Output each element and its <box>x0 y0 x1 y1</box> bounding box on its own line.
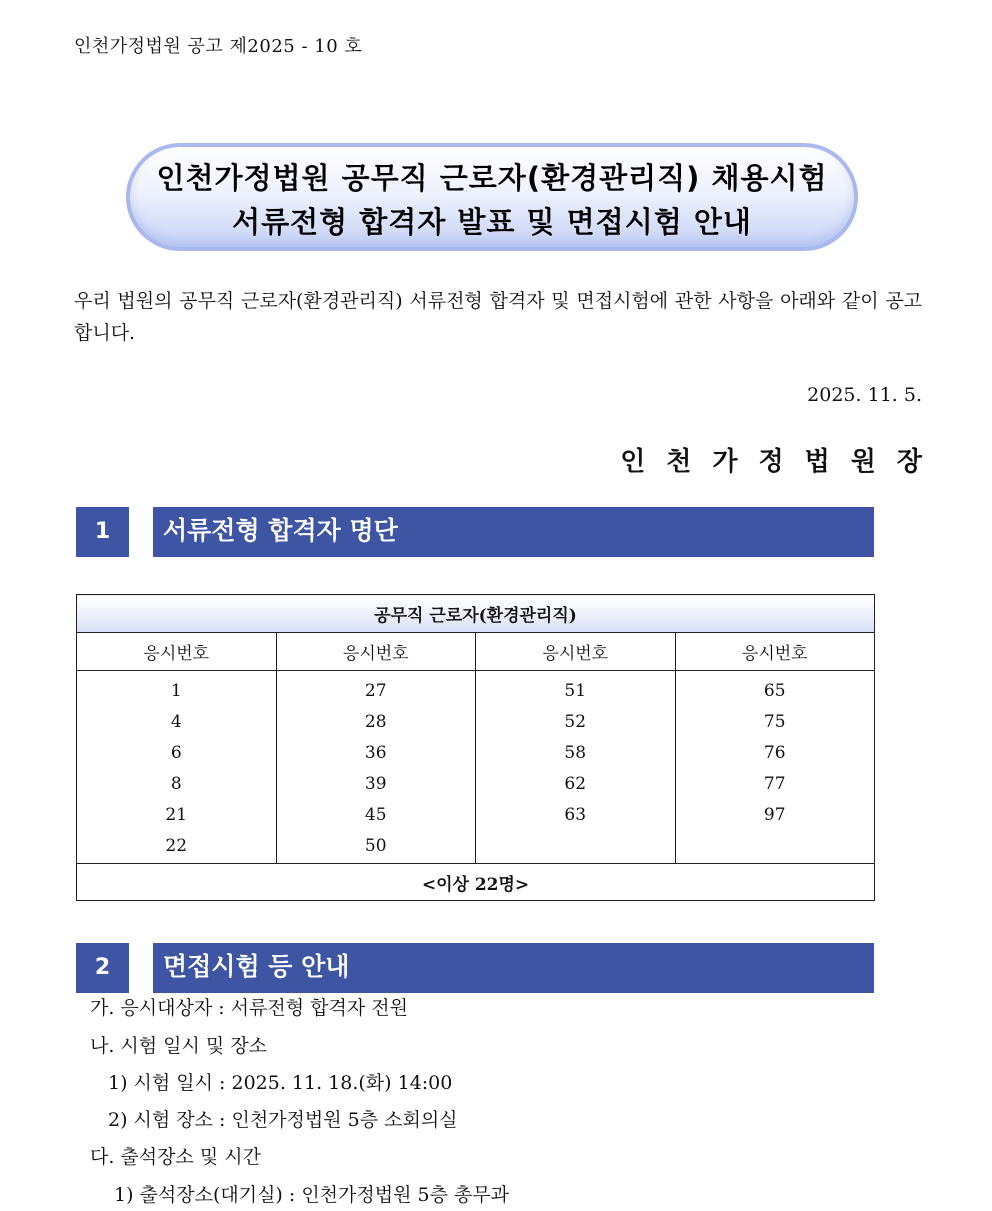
passed-applicants-table <box>76 594 875 901</box>
applicant-number: 51 <box>564 681 587 701</box>
section-2-header <box>76 943 874 993</box>
applicant-number: 62 <box>564 774 587 794</box>
applicant-number: 97 <box>763 805 786 825</box>
column-header: 응시번호 <box>675 633 875 671</box>
item-waiting-room: 1) 출석장소(대기실) : 인천가정법원 5층 총무과 <box>114 1184 510 1206</box>
applicant-number: 76 <box>763 743 786 763</box>
column-header: 응시번호 <box>476 633 676 671</box>
item-exam-datetime: 1) 시험 일시 : 2025. 11. 18.(화) 14:00 <box>108 1072 453 1094</box>
section-1-number: 1 <box>76 507 129 557</box>
applicant-number: 50 <box>364 836 387 856</box>
applicant-column-1 <box>77 671 277 864</box>
announcement-number: 인천가정법원 공고 제2025 - 10 호 <box>74 36 363 57</box>
section-1-header <box>76 507 874 557</box>
section-1-title: 서류전형 합격자 명단 <box>153 507 874 557</box>
title-line-1: 인천가정법원 공무직 근로자(환경관리직) 채용시험 <box>156 161 828 195</box>
section-2-title: 면접시험 등 안내 <box>153 943 874 993</box>
applicant-number: 28 <box>364 712 387 732</box>
column-header: 응시번호 <box>77 633 277 671</box>
applicant-number: 1 <box>170 681 182 701</box>
title-banner <box>126 143 858 251</box>
applicant-number: 77 <box>763 774 786 794</box>
column-header: 응시번호 <box>276 633 476 671</box>
table-total: <이상 22명> <box>77 864 875 901</box>
applicant-number: 63 <box>564 805 587 825</box>
item-attendance-heading: 다. 출석장소 및 시간 <box>90 1146 261 1168</box>
applicant-number: 22 <box>165 836 188 856</box>
applicant-number: 39 <box>364 774 387 794</box>
section-2-number: 2 <box>76 943 129 993</box>
table-group-header: 공무직 근로자(환경관리직) <box>77 595 875 633</box>
applicant-number: 75 <box>763 712 786 732</box>
applicant-number: 8 <box>170 774 182 794</box>
applicant-number: 58 <box>564 743 587 763</box>
applicant-number: 52 <box>564 712 587 732</box>
signer-title: 인천가정법원장 <box>620 447 943 477</box>
item-eligible-applicants: 가. 응시대상자 : 서류전형 합격자 전원 <box>90 997 408 1019</box>
intro-paragraph: 우리 법원의 공무직 근로자(환경관리직) 서류전형 합격자 및 면접시험에 관한 사항을 아래와 같이 공고합니다. <box>74 290 922 344</box>
applicant-number: 36 <box>364 743 387 763</box>
applicant-number: 6 <box>170 743 182 763</box>
title-line-2: 서류전형 합격자 발표 및 면접시험 안내 <box>232 205 752 239</box>
item-exam-location: 2) 시험 장소 : 인천가정법원 5층 소회의실 <box>108 1109 458 1131</box>
applicant-column-4 <box>675 671 875 864</box>
applicant-number: 65 <box>763 681 786 701</box>
applicant-number: 21 <box>165 805 188 825</box>
applicant-number: 4 <box>170 712 182 732</box>
applicant-number: 45 <box>364 805 387 825</box>
announcement-date: 2025. 11. 5. <box>807 384 922 406</box>
applicant-column-3 <box>476 671 676 864</box>
item-exam-schedule-heading: 나. 시험 일시 및 장소 <box>90 1035 268 1057</box>
applicant-column-2 <box>276 671 476 864</box>
applicant-number: 27 <box>364 681 387 701</box>
